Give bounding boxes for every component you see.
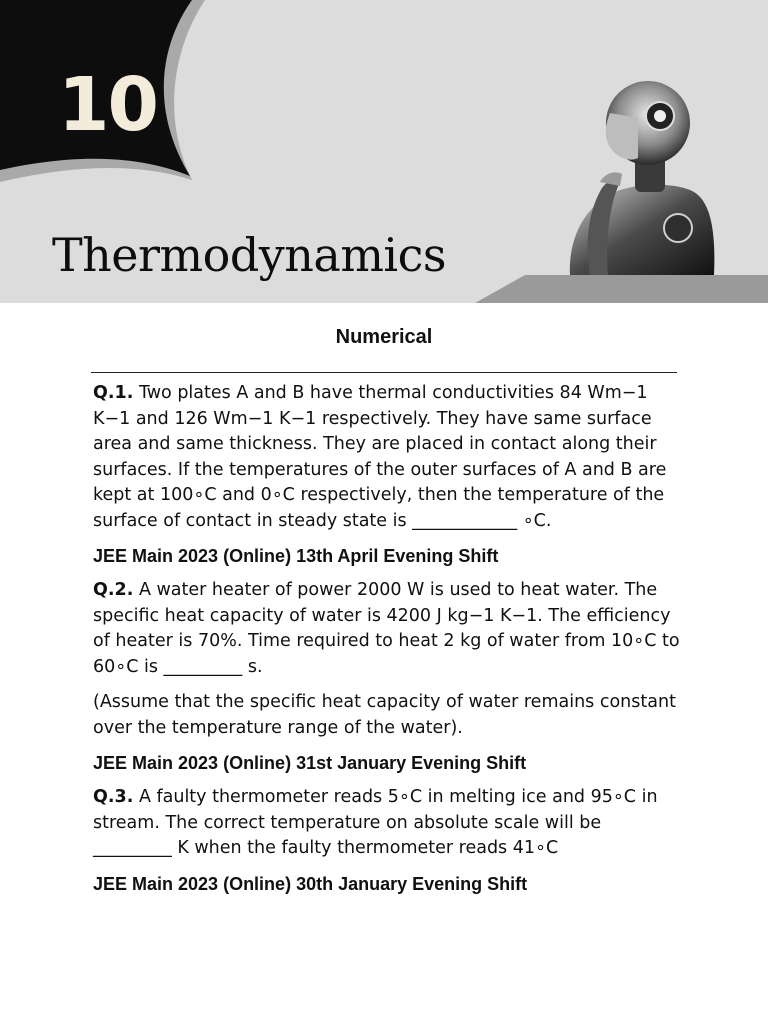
question-label: Q.2. xyxy=(93,580,134,600)
question-text: A water heater of power 2000 W is used to heat water. The specific heat capacity of water is 4200 J kg−1 K−1. The efficiency of heater is 70%. Time required to heat 2 kg of water from 10∘C to 60∘C is _________ s. xyxy=(93,580,680,677)
chapter-number: 10 xyxy=(58,62,157,148)
question-text: Two plates A and B have thermal conductivities 84 Wm−1 K−1 and 126 Wm−1 K−1 respectively. They have same surface area and same thickness. They are placed in contact along their surfaces. If the temperatures of the outer surfaces of A and B are kept at 100∘C and 0∘C respectively, then the temperature of the surface of contact in steady state is ____________ ∘C. xyxy=(93,383,667,531)
questions-list xyxy=(93,381,683,906)
question-label: Q.1. xyxy=(93,383,134,403)
question-source: JEE Main 2023 (Online) 30th January Evening Shift xyxy=(93,873,528,894)
question-source: JEE Main 2023 (Online) 31st January Evening Shift xyxy=(93,753,527,773)
chapter-title: Thermodynamics xyxy=(52,228,447,282)
question-1 xyxy=(93,381,683,568)
robot-illustration xyxy=(560,78,720,275)
question-text: A faulty thermometer reads 5∘C in melting ice and 95∘C in stream. The correct temperature on absolute scale will be _________ K when the faulty thermometer reads 41∘C xyxy=(93,787,658,858)
chapter-header xyxy=(0,0,768,303)
question-3 xyxy=(93,785,683,896)
question-2 xyxy=(93,578,683,775)
question-source: JEE Main 2023 (Online) 13th April Evening Shift xyxy=(93,546,499,566)
section-title: Numerical xyxy=(335,326,433,348)
divider xyxy=(91,372,677,373)
question-note: (Assume that the specific heat capacity of water remains constant over the temperature range of the water). xyxy=(93,692,676,738)
question-label: Q.3. xyxy=(93,787,134,807)
